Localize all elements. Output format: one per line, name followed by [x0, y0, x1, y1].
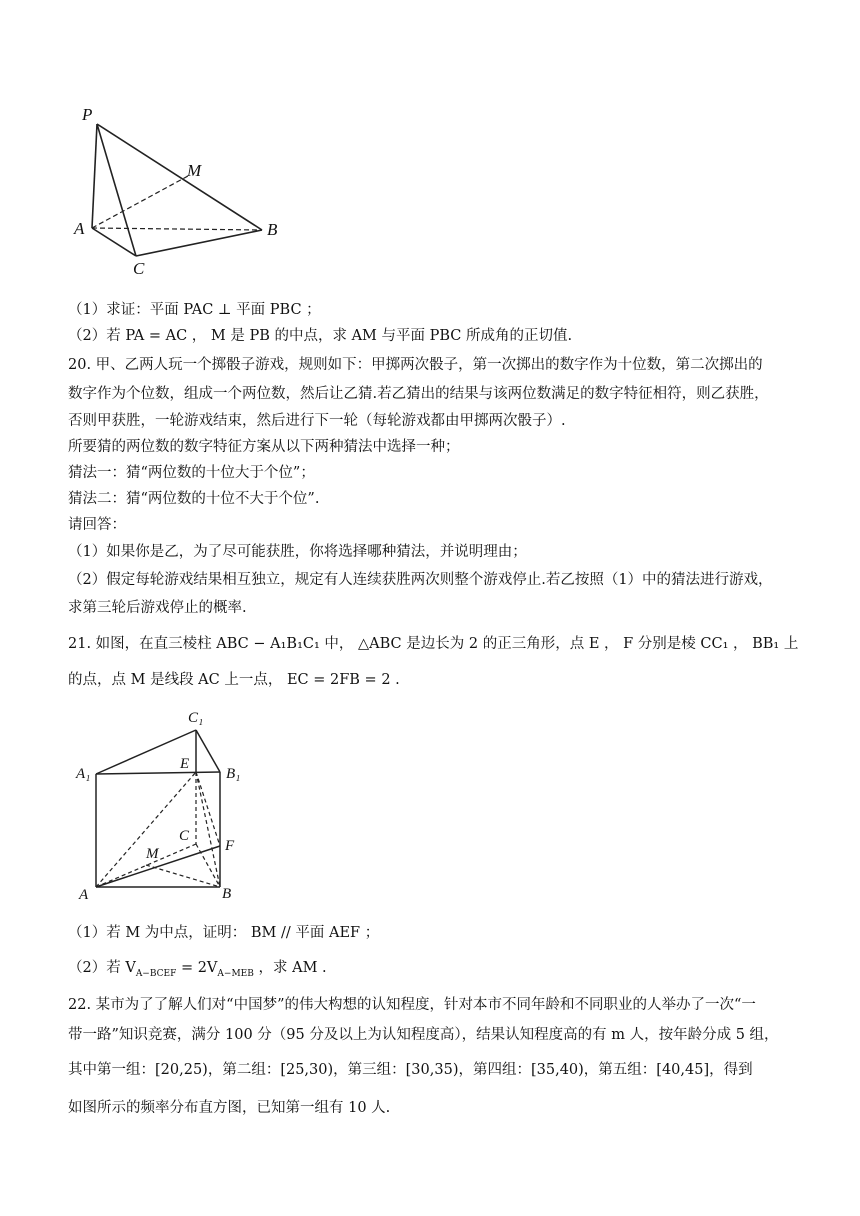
q20-line4: 所要猜的两位数的数字特征方案从以下两种猜法中选择一种； [68, 439, 460, 455]
q21-part2 [68, 957, 808, 985]
label-P: P [82, 105, 93, 124]
q20-line3: 否则甲获胜，一轮游戏结束，然后进行下一轮（每轮游戏都由甲掷两次骰子）. [68, 413, 566, 429]
q21-part2-end: ，求 AM . [253, 960, 327, 976]
label-M: M [146, 846, 159, 862]
label-C: C [133, 259, 145, 278]
q20-line7: 请回答： [68, 517, 126, 533]
q20-line5: 猜法一：猜“两位数的十位大于个位”； [68, 465, 315, 481]
q21-line1: 21. 如图，在直三棱柱 ABC − A₁B₁C₁ 中， △ABC 是边长为 2 的正三角形，点 E ， F 分别是棱 CC₁ ， BB₁ 上 [68, 636, 799, 652]
q22-line2: 带一路”知识竞赛，满分 100 分（95 分及以上为认知程度高），结果认知程度高的有 m 人，按年龄分成 5 组， [68, 1027, 779, 1043]
label-E: E [180, 756, 190, 772]
label-F: F [225, 838, 235, 854]
q21-part2-start: （2）若 V [68, 960, 136, 976]
q21-part1: （1）若 M 为中点，证明： BM // 平面 AEF ； [68, 925, 380, 941]
label-C: C [179, 828, 190, 844]
label-A: A [74, 219, 85, 238]
q19-part1: （1）求证：平面 PAC ⊥ 平面 PBC ； [68, 302, 321, 318]
tetrahedron-figure [70, 100, 290, 280]
q20-line9: （2）假定每轮游戏结果相互独立，规定有人连续获胜两次则整个游戏停止.若乙按照（1）中的猜法进行游戏， [68, 572, 773, 588]
label-C1: C₁ [188, 710, 204, 726]
q20-line2: 数字作为个位数，组成一个两位数，然后让乙猜.若乙猜出的结果与该两位数满足的数字特征相符，则乙获胜， [68, 386, 769, 402]
label-A: A [79, 887, 89, 903]
q22-line1: 22. 某市为了了解人们对“中国梦”的伟大构想的认知程度，针对本市不同年龄和不同职业的人举办了一次“一 [68, 997, 756, 1013]
label-B: B [267, 220, 278, 239]
q22-line3: 其中第一组：[20,25)，第二组：[25,30)，第三组：[30,35)，第四组：[35,40)，第五组：[40,45]，得到 [68, 1062, 753, 1078]
label-B1: B₁ [226, 766, 241, 782]
q19-part2: （2）若 PA = AC ， M 是 PB 的中点，求 AM 与平面 PBC 所成角的正切值. [68, 328, 573, 344]
q21-part2-sub2: A−MEB [217, 968, 254, 979]
label-A1: A₁ [76, 766, 91, 782]
q20-line10: 求第三轮后游戏停止的概率. [68, 600, 247, 616]
q21-part2-mid: = 2V [176, 960, 218, 976]
prism-figure [70, 700, 270, 905]
label-M: M [187, 161, 202, 180]
q20-line8: （1）如果你是乙，为了尽可能获胜，你将选择哪种猜法，并说明理由； [68, 544, 527, 560]
q22-line4: 如图所示的频率分布直方图，已知第一组有 10 人. [68, 1100, 391, 1116]
q21-line2: 的点，点 M 是线段 AC 上一点， EC = 2FB = 2 . [68, 672, 400, 688]
label-B: B [222, 886, 232, 902]
q20-line6: 猜法二：猜“两位数的十位不大于个位”. [68, 491, 320, 507]
q21-part2-sub1: A−BCEF [135, 968, 177, 979]
q20-line1: 20. 甲、乙两人玩一个掷骰子游戏，规则如下：甲掷两次骰子，第一次掷出的数字作为十位数，第二次掷出的 [68, 357, 763, 373]
